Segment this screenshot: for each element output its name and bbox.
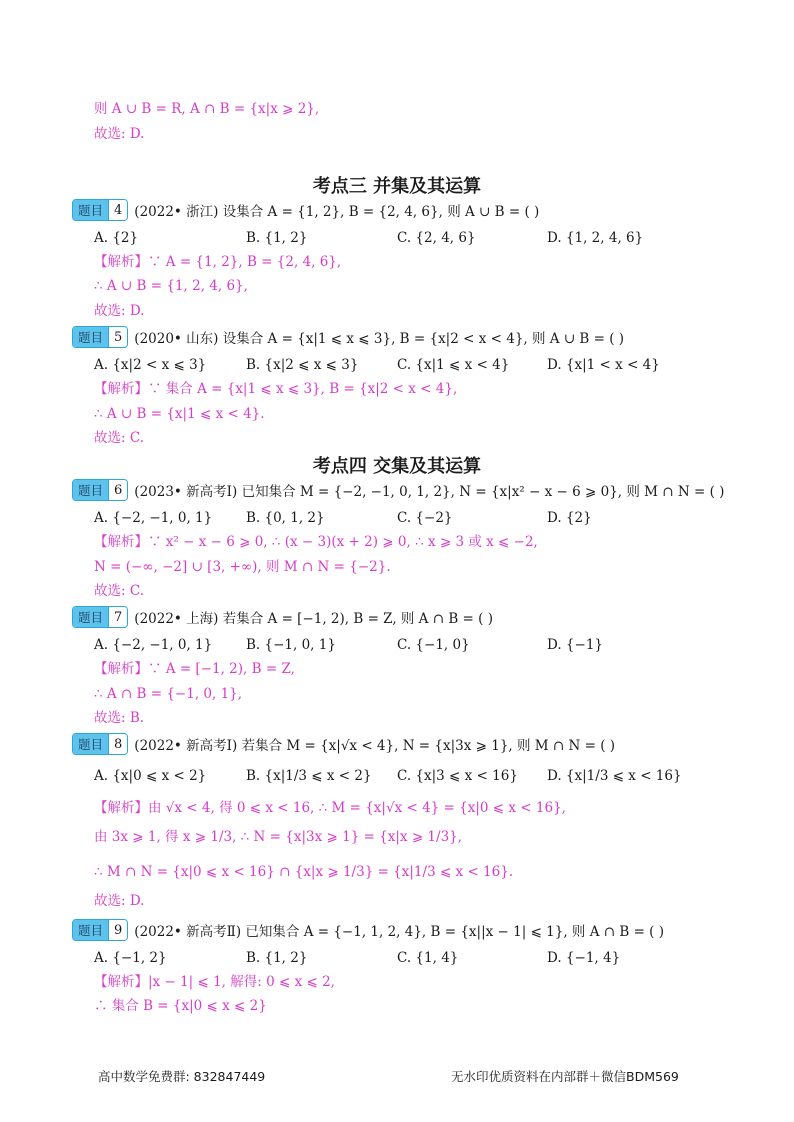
- option-d: D. {1, 2, 4, 6}: [547, 230, 644, 246]
- section-title: 考点四 交集及其运算: [312, 456, 482, 477]
- footer-right: 无水印优质资料在内部群＋微信BDM569: [451, 1069, 679, 1084]
- badge-label: 题目: [73, 480, 108, 500]
- badge-label: 题目: [73, 607, 108, 627]
- question-stem: [72, 199, 539, 221]
- question-stem: [72, 479, 724, 501]
- solution-line: 故选: C.: [94, 430, 144, 446]
- badge-label: 题目: [73, 200, 108, 220]
- question-stem: [72, 326, 624, 348]
- solution-line: ∴ A ∪ B = {1, 2, 4, 6},: [94, 278, 248, 294]
- option-d: D. {x|1 < x < 4}: [547, 357, 660, 373]
- solution-line: 则 A ∪ B = R, A ∩ B = {x|x ⩾ 2},: [94, 101, 320, 117]
- question-badge: [72, 326, 128, 348]
- solution-line: 由 3x ⩾ 1, 得 x ⩾ 1/3, ∴ N = {x|3x ⩾ 1} = {x|x ⩾ 1/3},: [94, 829, 463, 845]
- solution-line: 故选: B.: [94, 710, 145, 726]
- footer-left: 高中数学免费群: 832847449: [98, 1069, 266, 1084]
- solution-line: 【解析】∵ 集合 A = {x|1 ⩽ x ⩽ 3}, B = {x|2 < x < 4},: [94, 381, 458, 397]
- option-d: D. {−1}: [547, 637, 604, 653]
- option-a: A. {−1, 2}: [94, 950, 167, 966]
- option-c: C. {2, 4, 6}: [397, 230, 476, 246]
- badge-label: 题目: [73, 920, 108, 940]
- option-d: D. {x|1/3 ⩽ x < 16}: [547, 768, 682, 784]
- option-a: A. {−2, −1, 0, 1}: [94, 510, 213, 526]
- section-title: 考点三 并集及其运算: [312, 176, 482, 197]
- solution-line: 【解析】|x − 1| ⩽ 1, 解得: 0 ⩽ x ⩽ 2,: [94, 974, 335, 990]
- option-c: C. {−1, 0}: [397, 637, 470, 653]
- solution-line: ∴ A ∪ B = {x|1 ⩽ x < 4}.: [94, 406, 265, 422]
- stem-text: (2020• 山东) 设集合 A = {x|1 ⩽ x ⩽ 3}, B = {x|2 < x < 4}, 则 A ∪ B = ( ): [134, 331, 625, 347]
- solution-line: 【解析】∵ x² − x − 6 ⩾ 0, ∴ (x − 3)(x + 2) ⩾ 0, ∴ x ⩾ 3 或 x ⩽ −2,: [94, 534, 538, 550]
- option-c: C. {x|3 ⩽ x < 16}: [397, 768, 518, 784]
- option-a: A. {x|2 < x ⩽ 3}: [94, 357, 207, 373]
- question-badge: [72, 199, 128, 221]
- solution-line: 故选: D.: [94, 893, 145, 909]
- option-a: A. {2}: [94, 230, 139, 246]
- option-d: D. {−1, 4}: [547, 950, 621, 966]
- option-b: B. {0, 1, 2}: [246, 510, 325, 526]
- solution-line: 故选: C.: [94, 583, 144, 599]
- stem-text: (2022• 新高考Ⅰ) 若集合 M = {x|√x < 4}, N = {x|3x ⩾ 1}, 则 M ∩ N = ( ): [134, 738, 616, 754]
- question-stem: [72, 606, 493, 628]
- option-c: C. {x|1 ⩽ x < 4}: [397, 357, 510, 373]
- option-d: D. {2}: [547, 510, 592, 526]
- option-c: C. {1, 4}: [397, 950, 459, 966]
- solution-line: 【解析】∵ A = [−1, 2), B = Z,: [94, 661, 295, 677]
- solution-line: ∴ A ∩ B = {−1, 0, 1},: [94, 686, 243, 702]
- badge-number: 7: [108, 607, 127, 627]
- option-b: B. {−1, 0, 1}: [246, 637, 336, 653]
- badge-number: 5: [108, 327, 127, 347]
- option-a: A. {−2, −1, 0, 1}: [94, 637, 213, 653]
- solution-line: 故选: D.: [94, 303, 145, 319]
- badge-number: 8: [108, 734, 127, 754]
- option-b: B. {1, 2}: [246, 950, 308, 966]
- option-b: B. {x|1/3 ⩽ x < 2}: [246, 768, 372, 784]
- stem-text: (2023• 新高考Ⅰ) 已知集合 M = {−2, −1, 0, 1, 2}, N = {x|x² − x − 6 ⩾ 0}, 则 M ∩ N = ( ): [134, 484, 725, 500]
- solution-line: 【解析】∵ A = {1, 2}, B = {2, 4, 6},: [94, 254, 342, 270]
- option-b: B. {x|2 ⩽ x ⩽ 3}: [246, 357, 359, 373]
- question-badge: [72, 606, 128, 628]
- badge-number: 9: [108, 920, 127, 940]
- question-stem: [72, 733, 615, 755]
- option-a: A. {x|0 ⩽ x < 2}: [94, 768, 207, 784]
- solution-line: 【解析】由 √x < 4, 得 0 ⩽ x < 16, ∴ M = {x|√x < 4} = {x|0 ⩽ x < 16},: [94, 800, 566, 816]
- question-badge: [72, 919, 128, 941]
- stem-text: (2022• 新高考Ⅱ) 已知集合 A = {−1, 1, 2, 4}, B = {x||x − 1| ⩽ 1}, 则 A ∩ B = ( ): [134, 924, 665, 940]
- question-badge: [72, 733, 128, 755]
- question-stem: [72, 919, 664, 941]
- solution-line: N = (−∞, −2] ∪ [3, +∞), 则 M ∩ N = {−2}.: [94, 559, 391, 575]
- option-c: C. {−2}: [397, 510, 453, 526]
- badge-number: 4: [108, 200, 127, 220]
- stem-text: (2022• 上海) 若集合 A = [−1, 2), B = Z, 则 A ∩ B = ( ): [134, 611, 493, 627]
- option-b: B. {1, 2}: [246, 230, 308, 246]
- solution-line: 故选: D.: [94, 126, 145, 142]
- badge-number: 6: [108, 480, 127, 500]
- badge-label: 题目: [73, 327, 108, 347]
- question-badge: [72, 479, 128, 501]
- solution-line: ∴ 集合 B = {x|0 ⩽ x ⩽ 2}: [94, 998, 267, 1014]
- stem-text: (2022• 浙江) 设集合 A = {1, 2}, B = {2, 4, 6}, 则 A ∪ B = ( ): [134, 204, 540, 220]
- badge-label: 题目: [73, 734, 108, 754]
- solution-line: ∴ M ∩ N = {x|0 ⩽ x < 16} ∩ {x|x ⩾ 1/3} = {x|1/3 ⩽ x < 16}.: [94, 864, 514, 880]
